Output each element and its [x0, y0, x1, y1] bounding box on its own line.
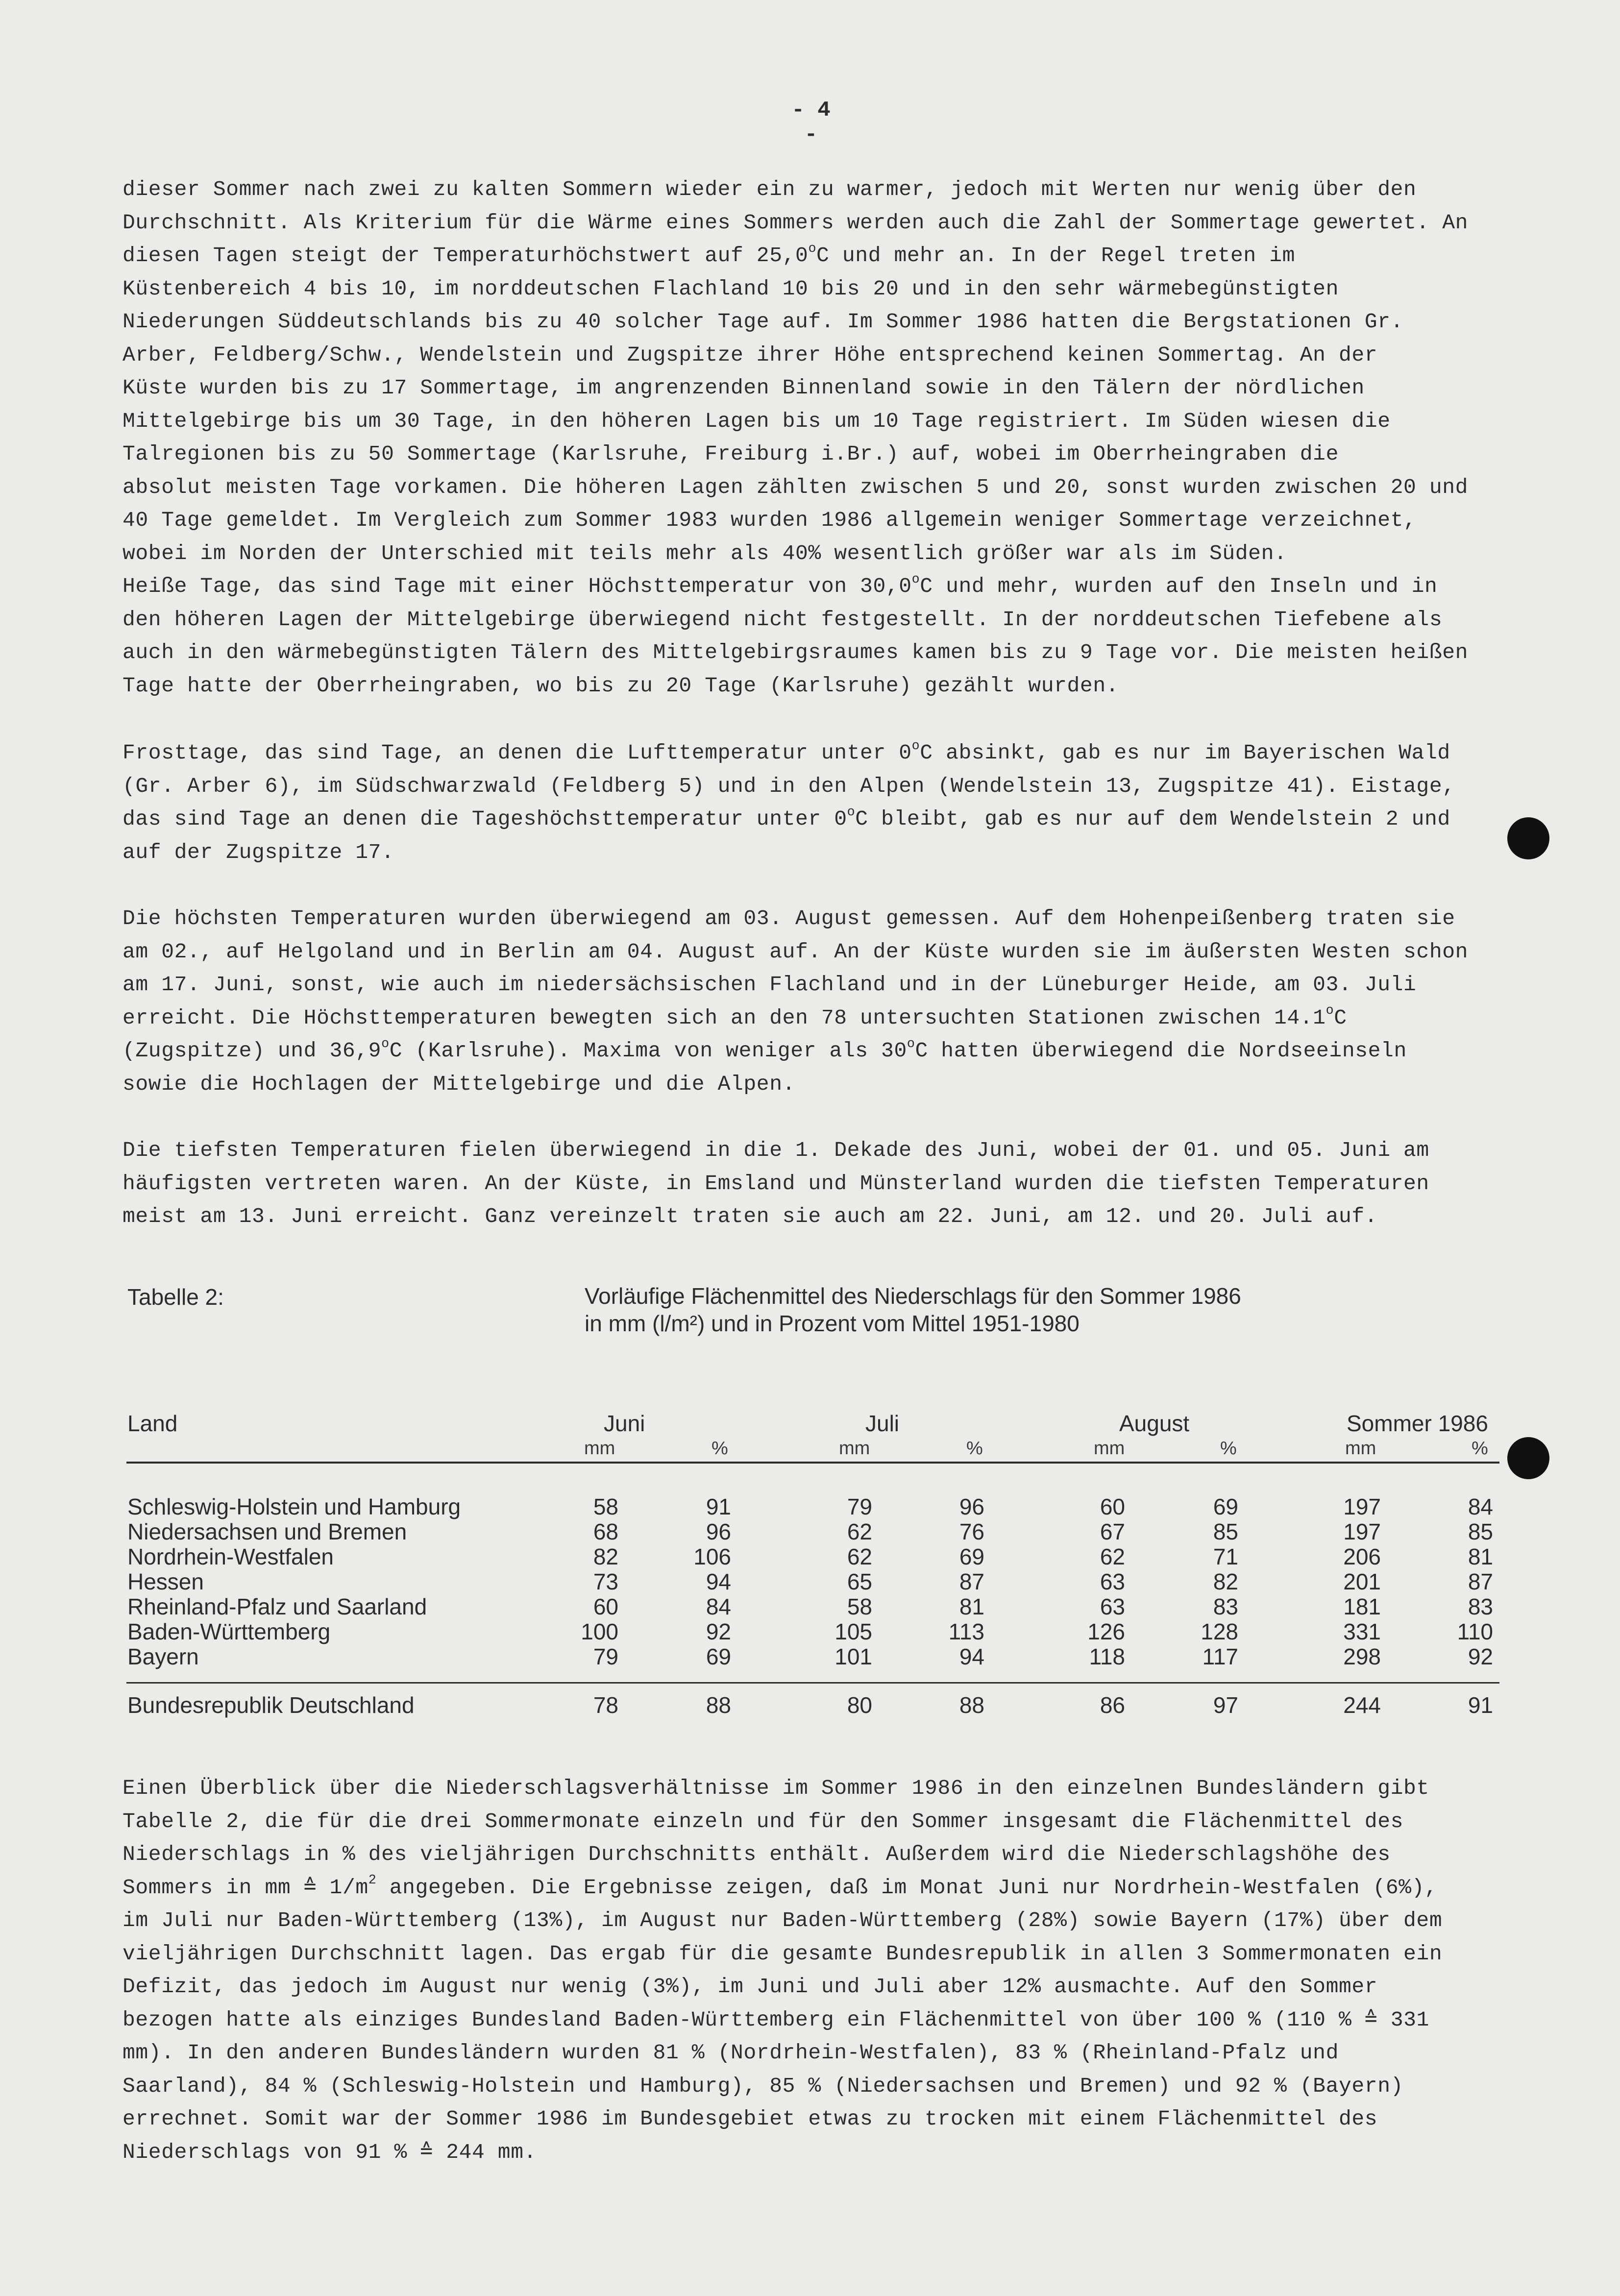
text-line: meist am 13. Juni erreicht. Ganz vereinzelt traten sie auch am 22. Juni, am 12. und 20. Juli auf.: [123, 1204, 1378, 1228]
table-row-value: 82: [1213, 1569, 1238, 1594]
table-row-value: 92: [706, 1619, 731, 1644]
table-row-land: Niedersachsen und Bremen: [127, 1519, 407, 1544]
table-row-value: 60: [1100, 1494, 1125, 1519]
table-row-value: 62: [1100, 1544, 1125, 1569]
table-row-value: 85: [1213, 1519, 1238, 1544]
text-line: bezogen hatte als einziges Bundesland Baden-Württemberg ein Flächenmittel von über 100 % (110 % ≙ 331: [123, 2007, 1429, 2032]
text-line: Die tiefsten Temperaturen fielen überwiegend in die 1. Dekade des Juni, wobei der 01. und 05. Juni am: [123, 1138, 1429, 1162]
unit-mm-august: mm: [1094, 1438, 1125, 1459]
text-line: Niederschlags in % des vieljährigen Durchschnitts enthält. Außerdem wird die Niederschlagshöhe des: [123, 1842, 1391, 1866]
table-row-land: Hessen: [127, 1569, 204, 1594]
table-row-value: 118: [1089, 1644, 1125, 1669]
text-line: diesen Tagen steigt der Temperaturhöchstwert auf 25,0$^o$C und mehr an. In der Regel treten im: [123, 241, 1296, 268]
unit-pct-august: %: [1220, 1438, 1237, 1459]
text-line: Defizit, das jedoch im August nur wenig (3%), im Juni und Juli aber 12% ausmachte. Auf den Sommer: [123, 1975, 1378, 1999]
table-row-value: 81: [959, 1594, 984, 1619]
text-line: Talregionen bis zu 50 Sommertage (Karlsruhe, Freiburg i.Br.) auf, wobei im Oberrheingraben die: [123, 442, 1339, 466]
table-row-value: 60: [593, 1594, 618, 1619]
table-row-value: 84: [1468, 1494, 1493, 1519]
punch-hole: [1507, 1437, 1549, 1479]
table-row-value: 76: [959, 1519, 984, 1544]
text-line: Niederschlags von 91 % ≙ 244 mm.: [123, 2140, 537, 2164]
table-row-value: 87: [1468, 1569, 1493, 1594]
table-row-land: Schleswig-Holstein und Hamburg: [127, 1494, 461, 1519]
text-line: sowie die Hochlagen der Mittelgebirge und die Alpen.: [123, 1072, 796, 1096]
text-line: Sommers in mm ≙ $1/m^2$ angegeben. Die Ergebnisse zeigen, daß im Monat Juni nur Nordrhein-Westfalen (6%),: [123, 1873, 1438, 1900]
table-row-value: 83: [1213, 1594, 1238, 1619]
table-row-value: 181: [1343, 1594, 1381, 1619]
table-row-value: 96: [959, 1494, 984, 1519]
text-line: wobei im Norden der Unterschied mit teils mehr als 40% wesentlich größer war als im Süden.: [123, 541, 1287, 565]
text-line: Einen Überblick über die Niederschlagsverhältnisse im Sommer 1986 in den einzelnen Bundesländern gibt: [123, 1776, 1429, 1800]
table-row-value: 128: [1201, 1619, 1238, 1644]
table-total-row-value: 97: [1213, 1692, 1238, 1718]
text-line: vieljährigen Durchschnitt lagen. Das ergab für die gesamte Bundesrepublik in allen 3 Sommermonaten ein: [123, 1941, 1443, 1966]
table-row-value: 206: [1343, 1544, 1381, 1569]
punch-hole: [1507, 817, 1549, 859]
table-row-value: 63: [1100, 1594, 1125, 1619]
table-total-rule: [126, 1682, 1499, 1684]
table-row-value: 71: [1213, 1544, 1238, 1569]
column-header-land: Land: [127, 1411, 178, 1436]
text-line: (Gr. Arber 6), im Südschwarzwald (Feldberg 5) und in den Alpen (Wendelstein 13, Zugspitze 41). Eistage,: [123, 774, 1455, 798]
table-row-value: 87: [959, 1569, 984, 1594]
paragraph-max-temperatures: [123, 902, 1507, 1100]
page-number: - 4 -: [791, 98, 831, 147]
table-row-value: 94: [706, 1569, 731, 1594]
table-row-value: 69: [959, 1544, 984, 1569]
table-row-value: 68: [593, 1519, 618, 1544]
table-row-value: 63: [1100, 1569, 1125, 1594]
table-row-value: 73: [593, 1569, 618, 1594]
text-line: Küstenbereich 4 bis 10, im norddeutschen Flachland 10 bis 20 und in den sehr wärmebegünstigten: [123, 276, 1339, 301]
table-total-row-value: 80: [847, 1692, 872, 1718]
text-line: mm). In den anderen Bundesländern wurden 81 % (Nordrhein-Westfalen), 83 % (Rheinland-Pfalz und: [123, 2041, 1339, 2065]
text-line: Frosttage, das sind Tage, an denen die Lufttemperatur unter 0$^o$C absinkt, gab es nur im Bayerischen Wald: [123, 738, 1450, 765]
table-row-value: 85: [1468, 1519, 1493, 1544]
table-caption: [585, 1282, 1241, 1337]
unit-pct-sommer: %: [1472, 1438, 1488, 1459]
table-row-value: 96: [706, 1519, 731, 1544]
table-row-value: 92: [1468, 1644, 1493, 1669]
table-row-value: 58: [593, 1494, 618, 1519]
table-row-value: 197: [1343, 1519, 1381, 1544]
table-row-value: 117: [1202, 1644, 1238, 1669]
table-total-row-value: 244: [1343, 1692, 1381, 1718]
table-row-value: 81: [1468, 1544, 1493, 1569]
text-line: auch in den wärmebegünstigten Tälern des Mittelgebirgsraumes kamen bis zu 9 Tage vor. Die meisten heißen: [123, 640, 1469, 664]
table-row-value: 67: [1100, 1519, 1125, 1544]
column-group-juli: Juli: [865, 1411, 900, 1436]
table-row-value: 105: [835, 1619, 872, 1644]
table-row-value: 100: [581, 1619, 618, 1644]
text-line: das sind Tage an denen die Tageshöchsttemperatur unter 0$^o$C bleibt, gab es nur auf dem Wendelstein 2 und: [123, 805, 1450, 831]
table-row-value: 298: [1343, 1644, 1381, 1669]
text-line: Saarland), 84 % (Schleswig-Holstein und Hamburg), 85 % (Niedersachsen und Bremen) und 92 % (Bayern): [123, 2074, 1404, 2098]
table-row-value: 84: [706, 1594, 731, 1619]
table-row-land: Rheinland-Pfalz und Saarland: [127, 1594, 427, 1619]
text-line: im Juli nur Baden-Württemberg (13%), im August nur Baden-Württemberg (28%) sowie Bayern (17%) über dem: [123, 1908, 1443, 1932]
text-line: häufigsten vertreten waren. An der Küste, in Emsland und Münsterland wurden die tiefsten Temperaturen: [123, 1171, 1429, 1196]
text-line: errechnet. Somit war der Sommer 1986 im Bundesgebiet etwas zu trocken mit einem Flächenmittel des: [123, 2107, 1378, 2131]
table-row-land: Baden-Württemberg: [127, 1619, 331, 1644]
paragraph-frost-days: [123, 736, 1507, 869]
table-row-value: 65: [847, 1569, 872, 1594]
text-line: Tabelle 2, die für die drei Sommermonate einzeln und für den Sommer insgesamt die Flächenmittel des: [123, 1809, 1404, 1833]
unit-pct-juni: %: [712, 1438, 728, 1459]
table-row-value: 82: [593, 1544, 618, 1569]
text-line: Tage hatte der Oberrheingraben, wo bis zu 20 Tage (Karlsruhe) gezählt wurden.: [123, 673, 1119, 698]
text-line: Die höchsten Temperaturen wurden überwiegend am 03. August gemessen. Auf dem Hohenpeißenberg traten sie: [123, 906, 1455, 930]
table-total-row-value: 86: [1100, 1692, 1125, 1718]
table-header-rule: [126, 1462, 1499, 1464]
table-row-value: 126: [1087, 1619, 1125, 1644]
table-label: Tabelle 2:: [127, 1284, 224, 1310]
table-row-value: 106: [693, 1544, 731, 1569]
unit-mm-juni: mm: [584, 1438, 615, 1459]
text-line: Arber, Feldberg/Schw., Wendelstein und Zugspitze ihrer Höhe entsprechend keinen Sommertag. An der: [123, 342, 1378, 367]
table-row-value: 91: [706, 1494, 731, 1519]
text-line: Durchschnitt. Als Kriterium für die Wärme eines Sommers werden auch die Zahl der Sommertage gewertet. An: [123, 210, 1469, 235]
table-total-row-value: 88: [959, 1692, 984, 1718]
text-line: Heiße Tage, das sind Tage mit einer Höchsttemperatur von 30,0$^o$C und mehr, wurden auf den Inseln und in: [123, 572, 1438, 598]
text-line: Mittelgebirge bis um 30 Tage, in den höheren Lagen bis um 10 Tage registriert. Im Süden wiesen die: [123, 409, 1391, 433]
text-line: (Zugspitze) und 36,9$^o$C (Karlsruhe). Maxima von weniger als 30$^o$C hatten überwiegend die Nordseeinseln: [123, 1036, 1407, 1063]
table-row-value: 110: [1457, 1619, 1493, 1644]
text-line: am 17. Juni, sonst, wie auch im niedersächsischen Flachland und in der Lüneburger Heide, am 03. Juli: [123, 973, 1417, 997]
text-line: erreicht. Die Höchsttemperaturen bewegten sich an den 78 untersuchten Stationen zwischen 14.1$^o$C: [123, 1003, 1347, 1030]
paragraph-min-temperatures: [123, 1134, 1507, 1233]
table-row-value: 201: [1343, 1569, 1381, 1594]
unit-mm-sommer: mm: [1345, 1438, 1376, 1459]
column-group-august: August: [1119, 1411, 1190, 1436]
table-row-value: 197: [1343, 1494, 1381, 1519]
table-row-value: 69: [1213, 1494, 1238, 1519]
table-row-land: Bayern: [127, 1644, 199, 1669]
table-row-value: 79: [593, 1644, 618, 1669]
paragraph-precipitation-overview: [123, 1772, 1507, 2169]
table-row-value: 62: [847, 1519, 872, 1544]
table-row-value: 94: [959, 1644, 984, 1669]
text-line: den höheren Lagen der Mittelgebirge überwiegend nicht festgestellt. In der norddeutschen Tiefebene als: [123, 607, 1443, 632]
table-total-row-value: 78: [593, 1692, 618, 1718]
table-row-value: 331: [1343, 1619, 1381, 1644]
text-line: 40 Tage gemeldet. Im Vergleich zum Sommer 1983 wurden 1986 allgemein weniger Sommertage verzeichnet,: [123, 508, 1417, 532]
table-row-value: 62: [847, 1544, 872, 1569]
table-row-value: 113: [948, 1619, 984, 1644]
table-total-row-value: 91: [1468, 1692, 1493, 1718]
paragraph-summer-days: [123, 173, 1507, 702]
unit-pct-juli: %: [966, 1438, 983, 1459]
column-group-juni: Juni: [604, 1411, 645, 1436]
column-group-sommer: Sommer 1986: [1347, 1411, 1488, 1436]
table-row-value: 101: [835, 1644, 872, 1669]
table-caption-line-1: Vorläufige Flächenmittel des Niederschlags für den Sommer 1986: [585, 1283, 1241, 1309]
table-row-value: 83: [1468, 1594, 1493, 1619]
text-line: dieser Sommer nach zwei zu kalten Sommern wieder ein zu warmer, jedoch mit Werten nur wenig über den: [123, 177, 1417, 201]
text-line: Küste wurden bis zu 17 Sommertage, im angrenzenden Binnenland sowie in den Tälern der nördlichen: [123, 376, 1365, 400]
table-row-value: 79: [847, 1494, 872, 1519]
text-line: Niederungen Süddeutschlands bis zu 40 solcher Tage auf. Im Sommer 1986 hatten die Bergstationen Gr.: [123, 310, 1404, 334]
unit-mm-juli: mm: [839, 1438, 870, 1459]
table-row-value: 69: [706, 1644, 731, 1669]
text-line: am 02., auf Helgoland und in Berlin am 04. August auf. An der Küste wurden sie im äußersten Westen schon: [123, 939, 1469, 964]
table-row-land: Nordrhein-Westfalen: [127, 1544, 334, 1569]
table-total-row-land: Bundesrepublik Deutschland: [127, 1692, 415, 1718]
text-line: auf der Zugspitze 17.: [123, 840, 394, 864]
table-row-value: 58: [847, 1594, 872, 1619]
table-caption-line-2: in mm (l/m²) und in Prozent vom Mittel 1951-1980: [585, 1311, 1080, 1336]
table-total-row-value: 88: [706, 1692, 731, 1718]
text-line: absolut meisten Tage vorkamen. Die höheren Lagen zählten zwischen 5 und 20, sonst wurden zwischen 20 und: [123, 475, 1469, 499]
